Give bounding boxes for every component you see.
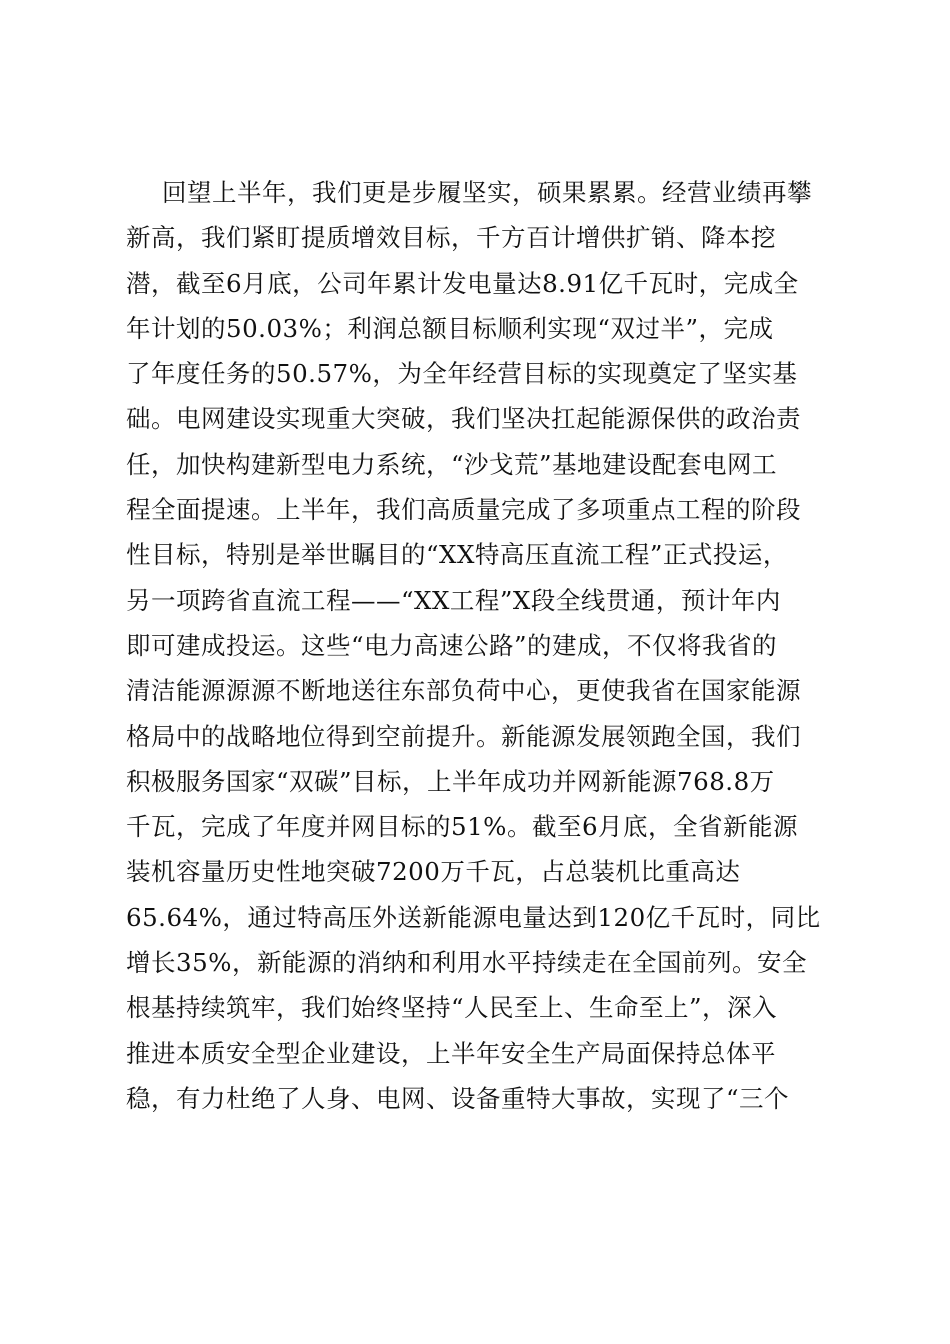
paragraph-line-15: 千瓦，完成了年度并网目标的51%。截至6月底，全省新能源	[126, 812, 799, 842]
paragraph-line-6: 础。电网建设实现重大突破，我们坚决扛起能源保供的政治责	[126, 404, 801, 434]
paragraph-line-21: 稳，有力杜绝了人身、电网、设备重特大事故，实现了“三个	[126, 1083, 790, 1113]
paragraph-line-19: 根基持续筑牢，我们始终坚持“人民至上、生命至上”，深入	[126, 993, 778, 1023]
paragraph-line-1: 回望上半年，我们更是步履坚实，硕果累累。经营业绩再攀	[162, 178, 812, 207]
paragraph-line-13: 格局中的战略地位得到空前提升。新能源发展领跑全国，我们	[126, 721, 801, 751]
paragraph-line-8: 程全面提速。上半年，我们高质量完成了多项重点工程的阶段	[126, 495, 801, 525]
body-paragraph	[126, 170, 836, 1121]
paragraph-line-20: 推进本质安全型企业建设，上半年安全生产局面保持总体平	[126, 1038, 776, 1068]
paragraph-line-14: 积极服务国家“双碳”目标，上半年成功并网新能源768.8万	[126, 766, 775, 796]
paragraph-line-12: 清洁能源源源不断地送往东部负荷中心，更使我省在国家能源	[126, 676, 801, 706]
paragraph-line-16: 装机容量历史性地突破7200万千瓦，占总装机比重高达	[126, 857, 741, 887]
paragraph-line-17: 65.64%，通过特高压外送新能源电量达到120亿千瓦时，同比	[126, 902, 821, 932]
paragraph-line-10: 另一项跨省直流工程——“XX工程”X段全线贯通，预计年内	[126, 585, 781, 615]
paragraph-line-3: 潜，截至6月底，公司年累计发电量达8.91亿千瓦时，完成全	[126, 268, 799, 298]
paragraph-line-2: 新高，我们紧盯提质增效目标，千方百计增供扩销、降本挖	[126, 223, 776, 253]
paragraph-line-9: 性目标，特别是举世瞩目的“XX特高压直流工程”正式投运，	[126, 540, 788, 570]
paragraph-line-7: 任，加快构建新型电力系统，“沙戈荒”基地建设配套电网工	[126, 449, 778, 479]
paragraph-line-11: 即可建成投运。这些“电力高速公路”的建成，不仅将我省的	[126, 630, 778, 660]
paragraph-line-4: 年计划的50.03%；利润总额目标顺利实现“双过半”，完成	[126, 313, 774, 343]
paragraph-line-5: 了年度任务的50.57%，为全年经营目标的实现奠定了坚实基	[126, 359, 798, 389]
paragraph-line-18: 增长35%，新能源的消纳和利用水平持续走在全国前列。安全	[126, 948, 807, 978]
